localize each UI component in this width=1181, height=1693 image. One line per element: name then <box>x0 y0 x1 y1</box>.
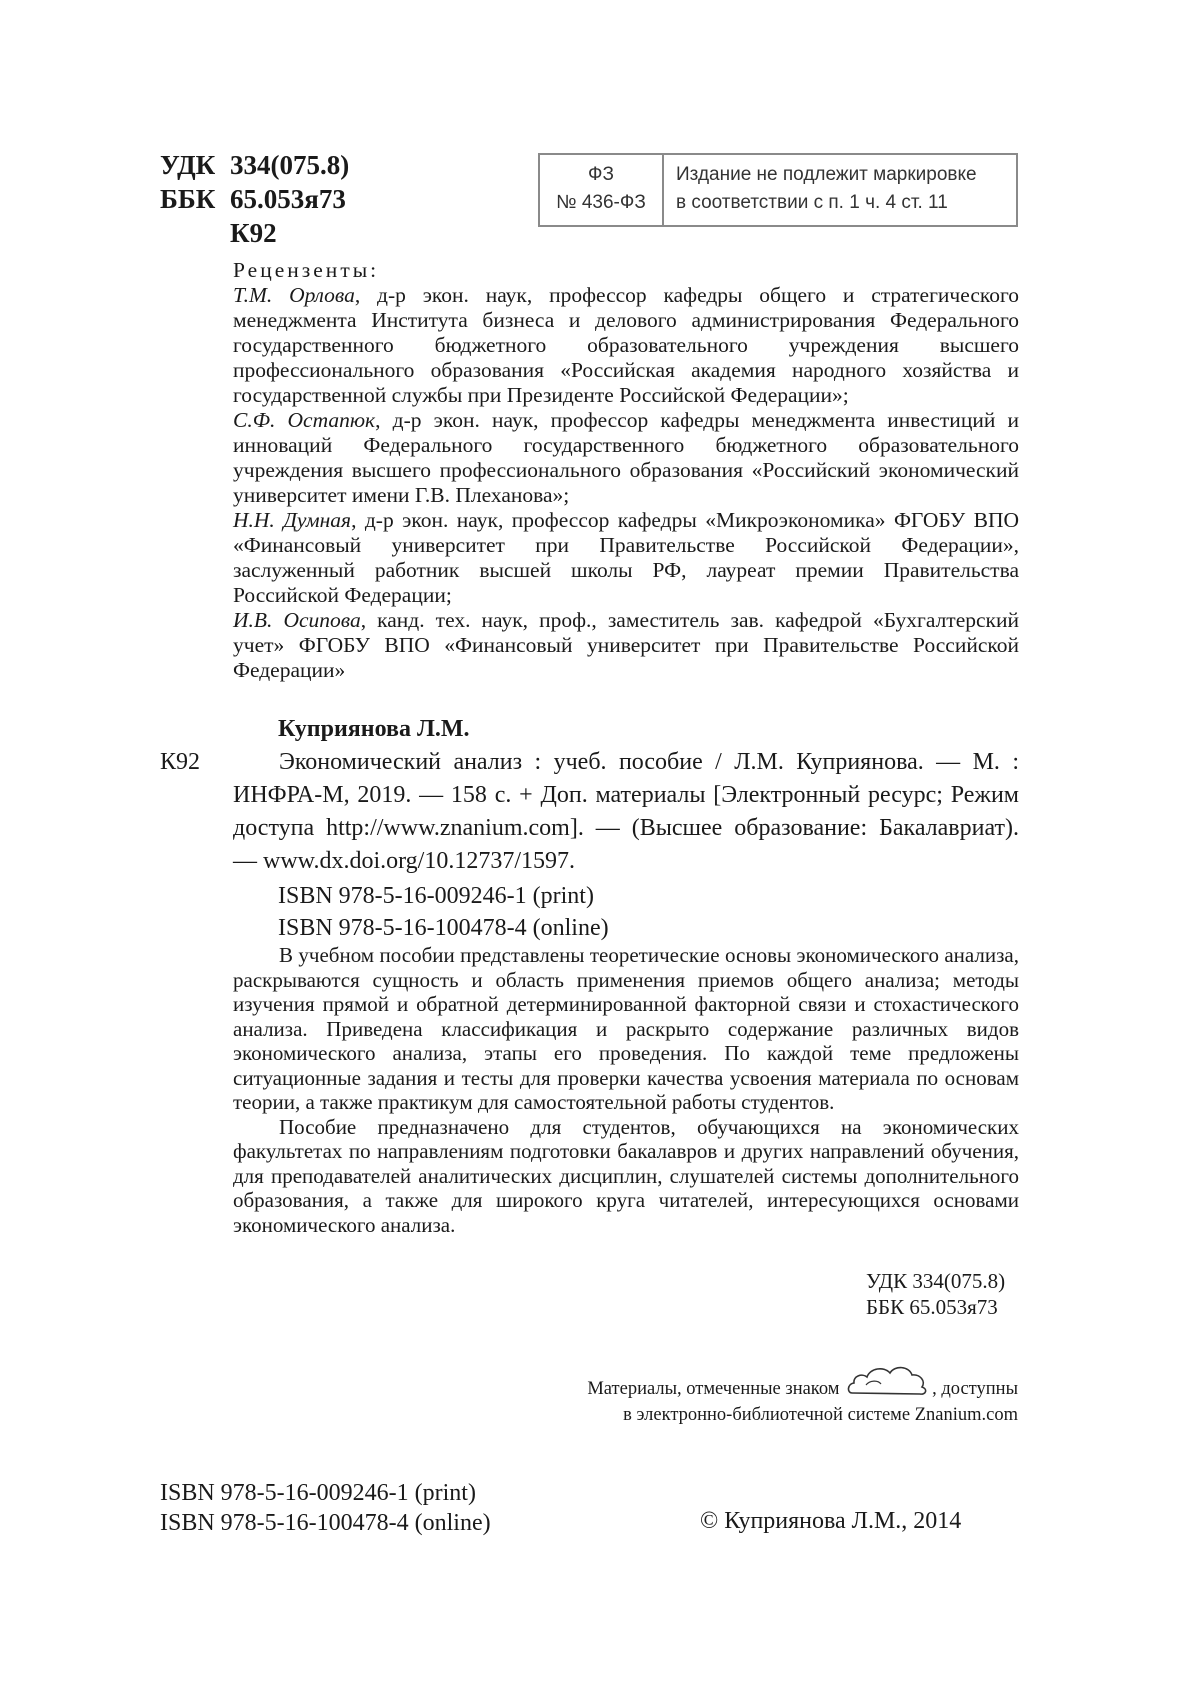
bottom-udk: УДК 334(075.8) <box>866 1269 1006 1293</box>
entry-isbn-print: ISBN 978-5-16-009246-1 (print) <box>278 883 594 909</box>
footer-isbn-print: ISBN 978-5-16-009246-1 (print) <box>160 1480 476 1506</box>
entry-description: Экономический анализ : учеб. пособие / Л.М. Куприянова. — М. : ИНФРА-М, 2019. — 158 с. + Доп. материалы [Электронный ресурс; Режим доступа http://www.znanium.com]. — (Высшее образование: Бакалавриат). — www.dx.doi.org/10.12737/1597. <box>233 749 1019 874</box>
udk-value: 334(075.8) <box>230 150 350 180</box>
author-mark: К92 <box>230 218 277 248</box>
reviewer-entry <box>233 408 1019 508</box>
entry-side-mark: К92 <box>160 749 201 775</box>
reviewer-entry <box>233 283 1019 408</box>
bbk-value: 65.053я73 <box>230 184 346 214</box>
law-reference <box>540 155 664 225</box>
law-note-line-1: Издание не подлежит маркировке <box>676 164 977 185</box>
bottom-bbk: ББК 65.053я73 <box>866 1295 998 1319</box>
znanium-note-text-after: , доступны <box>932 1379 1018 1399</box>
footer-isbn-block <box>160 1478 491 1538</box>
entry-isbn-online: ISBN 978-5-16-100478-4 (online) <box>278 915 609 941</box>
reviewers-heading: Рецензенты: <box>233 258 380 282</box>
annotation <box>233 943 1019 1237</box>
annotation-paragraph-1: В учебном пособии представлены теоретические основы экономического анализа, раскрываются сущность и область применения приемов общего анализа; методы изучения прямой и обратной детерминированной факторной связи и стохастического анализа. Приведена классификация и раскрыто содержание различных видов экономического анализа, этапы его проведения. По каждой теме предложены ситуационные задания и тесты для проверки качества усвоения материала по основам теории, а также практикум для самостоятельной работы студентов. <box>233 943 1019 1114</box>
reviewer-details: , д-р экон. наук, профессор кафедры «Микроэкономика» ФГОБУ ВПО «Финансовый университет при Правительстве Российской Федерации», заслуженный работник высшей школы РФ, лауреат премии Правительства Российской Федерации; <box>233 508 1019 607</box>
cloud-icon <box>846 1360 930 1398</box>
znanium-note <box>530 1360 1018 1428</box>
bbk-label: ББК <box>160 184 216 214</box>
annotation-paragraph-2: Пособие предназначено для студентов, обучающихся на экономических факультетах по направлениям подготовки бакалавров и других направлений обучения, для преподавателей аналитических дисциплин, слушателей системы дополнительного образования, а также для широкого круга читателей, интересующихся основами экономического анализа. <box>233 1114 1019 1237</box>
reviewer-details: , канд. тех. наук, проф., заместитель зав. кафедрой «Бухгалтерский учет» ФГОБУ ВПО «Финансовый университет при Правительстве Российской Федерации» <box>233 608 1019 682</box>
bottom-classification-codes <box>866 1268 1005 1320</box>
bibliographic-description <box>233 746 1019 878</box>
entry-author: Куприянова Л.М. <box>278 716 470 742</box>
reviewer-entry <box>233 508 1019 608</box>
footer-isbn-online: ISBN 978-5-16-100478-4 (online) <box>160 1510 491 1536</box>
znanium-note-line-1 <box>530 1360 1018 1402</box>
law-line-1: ФЗ <box>588 164 614 185</box>
law-note <box>664 155 1016 225</box>
reviewer-name: Т.М. Орлова <box>233 283 355 307</box>
reviewer-details: , д-р экон. наук, профессор кафедры общего и стратегического менеджмента Института бизнеса и делового администрирования Федерального государственного бюджетного образовательного учреждения высшего профессионального образования «Российская академия народного хозяйства и государственной службы при Президенте Российской Федерации»; <box>233 283 1019 407</box>
reviewer-name: Н.Н. Думная <box>233 508 352 532</box>
law-line-2: № 436-ФЗ <box>556 192 646 213</box>
znanium-note-text-before: Материалы, отмеченные знаком <box>587 1379 840 1399</box>
law-marking-box <box>538 153 1018 227</box>
reviewer-name: И.В. Осипова <box>233 608 361 632</box>
reviewer-name: С.Ф. Остапюк <box>233 408 376 432</box>
udk-label: УДК <box>160 150 216 180</box>
entry-isbn-block <box>278 880 609 944</box>
znanium-note-line-2: в электронно-библиотечной системе Znanium.com <box>623 1405 1018 1425</box>
reviewers-section <box>233 258 1019 683</box>
classification-codes <box>160 148 349 250</box>
reviewer-details: , д-р экон. наук, профессор кафедры менеджмента инвестиций и инноваций Федерального государственного бюджетного образовательного учреждения высшего профессионального образования «Российский экономический университет имени Г.В. Плеханова»; <box>233 408 1019 507</box>
reviewer-entry <box>233 608 1019 683</box>
copyright: © Куприянова Л.М., 2014 <box>700 1508 962 1534</box>
law-note-line-2: в соответствии с п. 1 ч. 4 ст. 11 <box>676 192 948 213</box>
